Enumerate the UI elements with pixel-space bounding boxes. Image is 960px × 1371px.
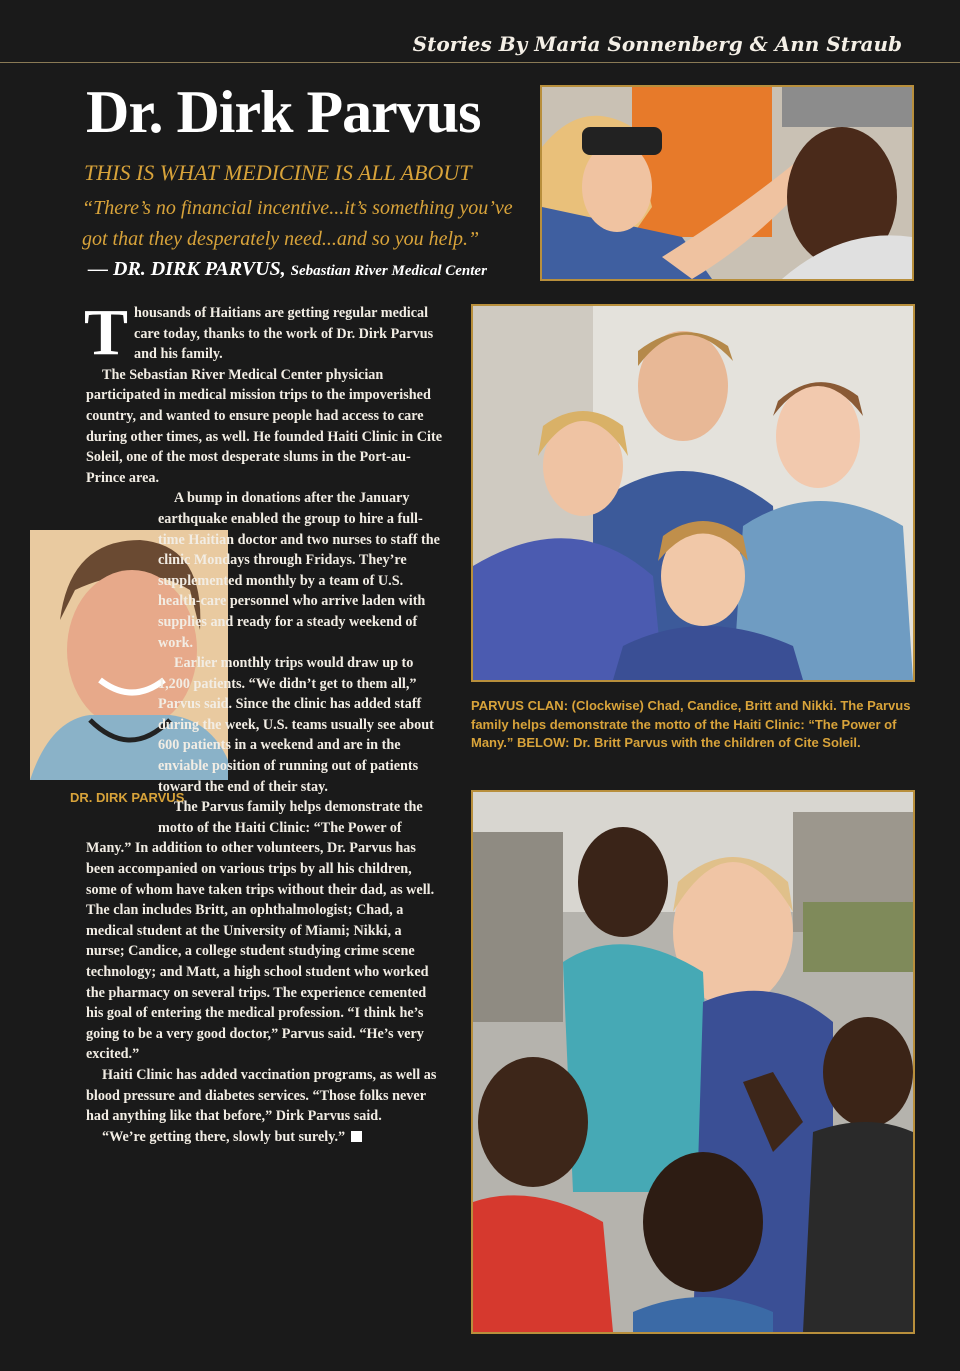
portrait-wrap-space [2, 508, 158, 826]
photo-eye-exam [540, 85, 914, 281]
paragraph-6: Haiti Clinic has added vaccination programs, as well as blood pressure and diabetes services. “Those folks never had anything like that before,” Dirk Parvus said. [86, 1066, 437, 1125]
paragraph-4: Earlier monthly trips would draw up to 1,200 patients. “We didn’t get to them all,” Parvus said. Since the clinic has added staff during the week, U.S. teams usually see about 600 patients in a weekend and are in the enviable position of running out of patients toward the end of their stay. [158, 655, 434, 795]
drop-cap: T [84, 296, 129, 369]
header-rule [0, 62, 960, 63]
quote-attribution [88, 258, 487, 281]
kicker: THIS IS WHAT MEDICINE IS ALL ABOUT [84, 160, 472, 185]
page-title: Dr. Dirk Parvus [86, 79, 481, 145]
paragraph-7: “We’re getting there, slowly but surely.” [86, 1127, 442, 1148]
pull-quote: “There’s no financial incentive...it’s something you’ve got that they desperately need...and so you help.” [82, 197, 513, 250]
photo-children-cite-soleil [471, 790, 915, 1334]
article-body [84, 296, 443, 1147]
photo-parvus-family [471, 304, 915, 682]
attribution-org: Sebastian River Medical Center [290, 263, 487, 279]
paragraph-2: The Sebastian River Medical Center physician participated in medical mission trips to the impoverished country, and wanted to ensure people had access to care during other times, as well. He founded Haiti Clinic in Cite Soleil, one of the most desperate slums in the Port-au-Prince area. [86, 366, 443, 486]
paragraph-5: The Parvus family helps demonstrate the motto of the Haiti Clinic: “The Power of Many.” In addition to other volunteers, Dr. Parvus has been accompanied on various trips by all his children, some of whom have taken trips without their dad, as well. The clan includes Britt, an ophthalmologist; Chad, a medical student at the University of Miami; Nikki, a nurse; Candice, a college student studying crime scene technology; and Matt, a high school student who worked the pharmacy on several trips. The experience cemented his goal of entering the medical profession. “I think he’s going to be a very good doctor,” Parvus said. “He’s very excited.” [86, 799, 435, 1063]
paragraph-3: A bump in donations after the January earthquake enabled the group to hire a full-time Haitian doctor and two nurses to staff the clinic Mondays through Fridays. They’re supplemented monthly by a team of U.S. health-care personnel who arrive laden with supplies and ready for a steady weekend of work. [158, 490, 440, 651]
byline: Stories By Maria Sonnenberg & Ann Straub [412, 32, 902, 56]
attribution-name: — DR. DIRK PARVUS, [88, 258, 286, 280]
caption-portrait: DR. DIRK PARVUS [70, 790, 185, 805]
paragraph-1: Thousands of Haitians are getting regular medical care today, thanks to the work of Dr. Dirk Parvus and his family. [84, 296, 434, 369]
caption-family: PARVUS CLAN: (Clockwise) Chad, Candice, Britt and Nikki. The Parvus family helps demonstrate the motto of the Haiti Clinic: “The Power of Many.” BELOW: Dr. Britt Parvus with the children of Cite Soleil. [471, 698, 911, 750]
end-mark [351, 1131, 362, 1142]
